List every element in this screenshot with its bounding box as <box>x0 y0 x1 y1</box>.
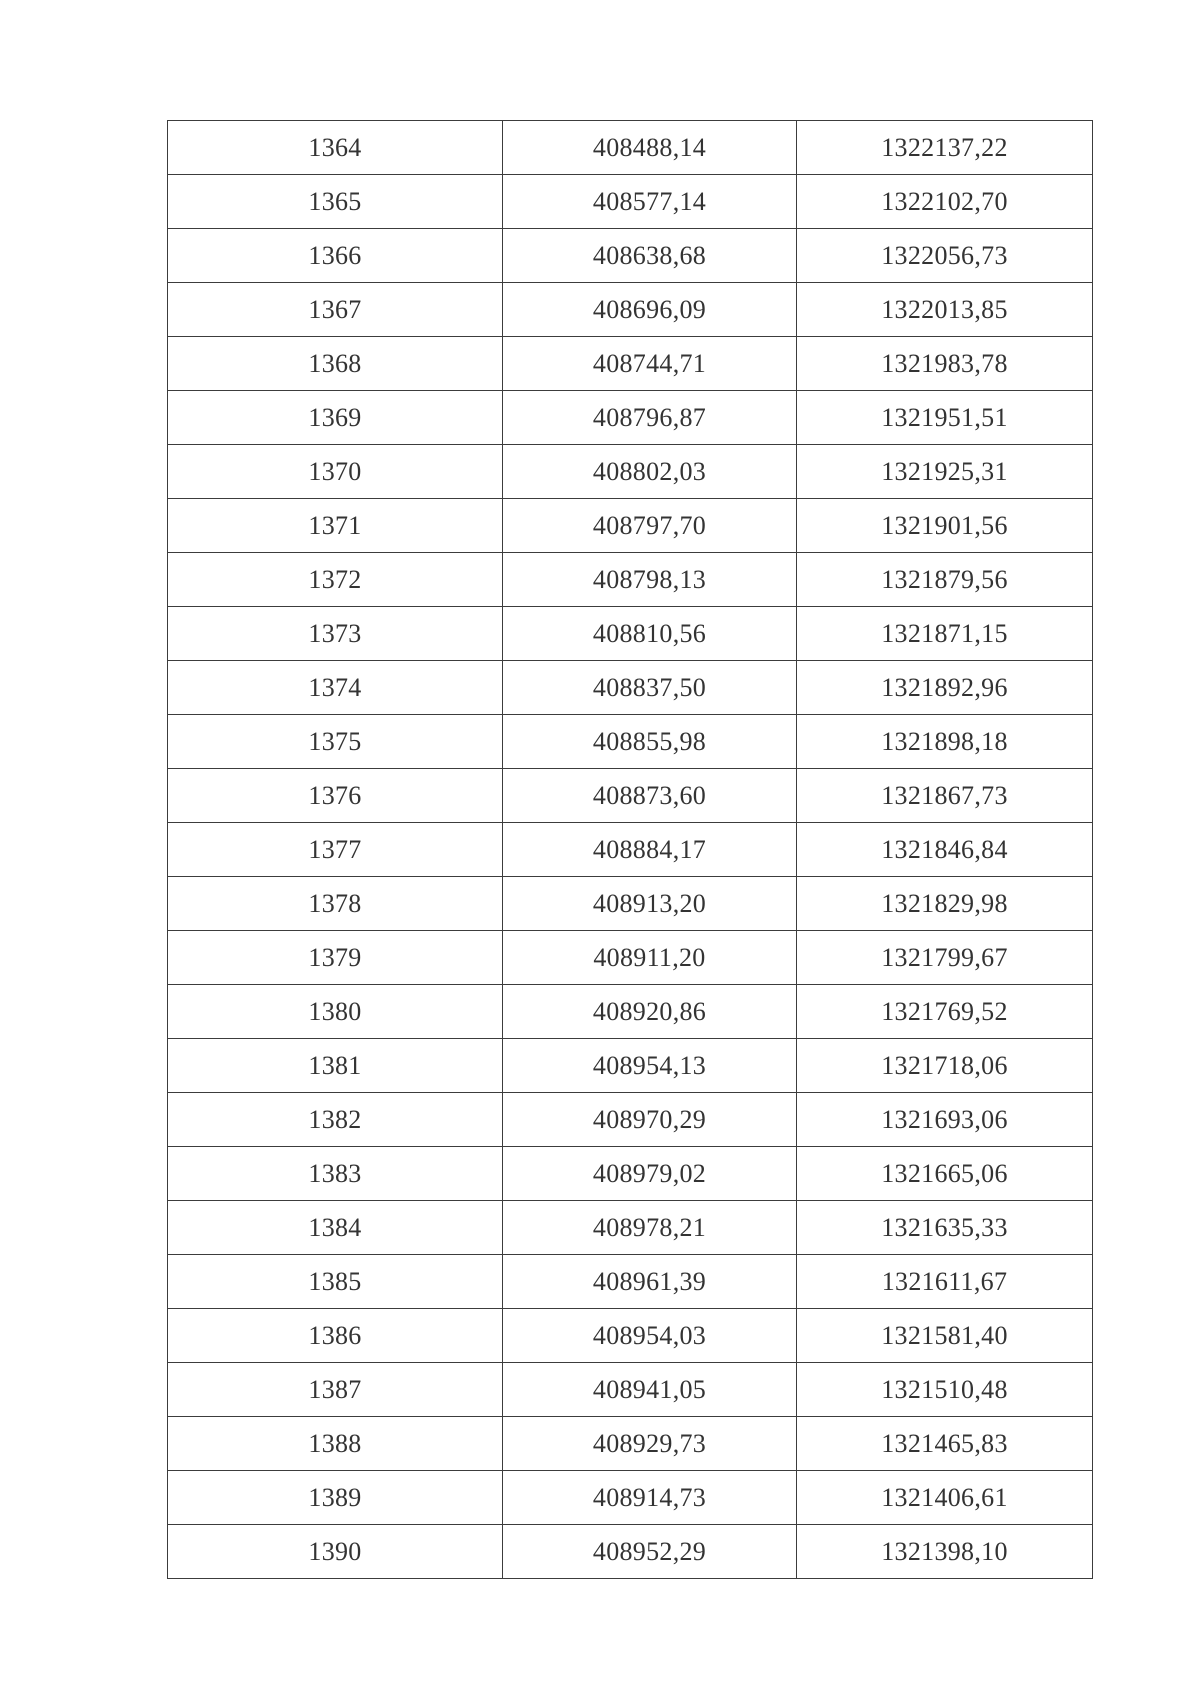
point-number-cell: 1365 <box>168 175 503 229</box>
point-number-cell: 1384 <box>168 1201 503 1255</box>
x-coordinate-cell: 408855,98 <box>503 715 797 769</box>
x-coordinate-cell: 408797,70 <box>503 499 797 553</box>
point-number-cell: 1390 <box>168 1525 503 1579</box>
point-number-cell: 1373 <box>168 607 503 661</box>
point-number-cell: 1371 <box>168 499 503 553</box>
x-coordinate-cell: 408911,20 <box>503 931 797 985</box>
table-row <box>168 1039 1093 1093</box>
point-number-cell: 1383 <box>168 1147 503 1201</box>
table-row <box>168 823 1093 877</box>
x-coordinate-cell: 408796,87 <box>503 391 797 445</box>
table-row <box>168 1417 1093 1471</box>
x-coordinate-cell: 408810,56 <box>503 607 797 661</box>
y-coordinate-cell: 1321892,96 <box>797 661 1093 715</box>
point-number-cell: 1378 <box>168 877 503 931</box>
y-coordinate-cell: 1321465,83 <box>797 1417 1093 1471</box>
point-number-cell: 1379 <box>168 931 503 985</box>
y-coordinate-cell: 1321867,73 <box>797 769 1093 823</box>
y-coordinate-cell: 1321665,06 <box>797 1147 1093 1201</box>
table-row <box>168 661 1093 715</box>
x-coordinate-cell: 408914,73 <box>503 1471 797 1525</box>
y-coordinate-cell: 1321718,06 <box>797 1039 1093 1093</box>
point-number-cell: 1368 <box>168 337 503 391</box>
table-row <box>168 1255 1093 1309</box>
x-coordinate-cell: 408488,14 <box>503 121 797 175</box>
point-number-cell: 1389 <box>168 1471 503 1525</box>
point-number-cell: 1369 <box>168 391 503 445</box>
x-coordinate-cell: 408970,29 <box>503 1093 797 1147</box>
y-coordinate-cell: 1322137,22 <box>797 121 1093 175</box>
x-coordinate-cell: 408802,03 <box>503 445 797 499</box>
y-coordinate-cell: 1321951,51 <box>797 391 1093 445</box>
y-coordinate-cell: 1321510,48 <box>797 1363 1093 1417</box>
table-row <box>168 1309 1093 1363</box>
y-coordinate-cell: 1321901,56 <box>797 499 1093 553</box>
table-row <box>168 607 1093 661</box>
table-row <box>168 1363 1093 1417</box>
y-coordinate-cell: 1321769,52 <box>797 985 1093 1039</box>
table-row <box>168 283 1093 337</box>
x-coordinate-cell: 408884,17 <box>503 823 797 877</box>
y-coordinate-cell: 1321635,33 <box>797 1201 1093 1255</box>
y-coordinate-cell: 1321398,10 <box>797 1525 1093 1579</box>
y-coordinate-cell: 1321983,78 <box>797 337 1093 391</box>
table-row <box>168 769 1093 823</box>
y-coordinate-cell: 1321829,98 <box>797 877 1093 931</box>
table-row <box>168 1093 1093 1147</box>
x-coordinate-cell: 408837,50 <box>503 661 797 715</box>
coordinates-table <box>167 120 1093 1579</box>
point-number-cell: 1386 <box>168 1309 503 1363</box>
x-coordinate-cell: 408954,03 <box>503 1309 797 1363</box>
point-number-cell: 1387 <box>168 1363 503 1417</box>
x-coordinate-cell: 408978,21 <box>503 1201 797 1255</box>
point-number-cell: 1377 <box>168 823 503 877</box>
table-row <box>168 931 1093 985</box>
x-coordinate-cell: 408798,13 <box>503 553 797 607</box>
table-row <box>168 337 1093 391</box>
x-coordinate-cell: 408979,02 <box>503 1147 797 1201</box>
y-coordinate-cell: 1321925,31 <box>797 445 1093 499</box>
table-row <box>168 1525 1093 1579</box>
y-coordinate-cell: 1321799,67 <box>797 931 1093 985</box>
y-coordinate-cell: 1322013,85 <box>797 283 1093 337</box>
x-coordinate-cell: 408941,05 <box>503 1363 797 1417</box>
table-row <box>168 229 1093 283</box>
y-coordinate-cell: 1321611,67 <box>797 1255 1093 1309</box>
table-row <box>168 715 1093 769</box>
y-coordinate-cell: 1322102,70 <box>797 175 1093 229</box>
point-number-cell: 1374 <box>168 661 503 715</box>
table-row <box>168 985 1093 1039</box>
table-row <box>168 553 1093 607</box>
table-row <box>168 1147 1093 1201</box>
point-number-cell: 1375 <box>168 715 503 769</box>
x-coordinate-cell: 408913,20 <box>503 877 797 931</box>
x-coordinate-cell: 408577,14 <box>503 175 797 229</box>
table-row <box>168 1201 1093 1255</box>
x-coordinate-cell: 408929,73 <box>503 1417 797 1471</box>
x-coordinate-cell: 408954,13 <box>503 1039 797 1093</box>
point-number-cell: 1381 <box>168 1039 503 1093</box>
table-row <box>168 1471 1093 1525</box>
point-number-cell: 1385 <box>168 1255 503 1309</box>
table-row <box>168 121 1093 175</box>
point-number-cell: 1372 <box>168 553 503 607</box>
point-number-cell: 1376 <box>168 769 503 823</box>
table-row <box>168 877 1093 931</box>
table-row <box>168 175 1093 229</box>
point-number-cell: 1367 <box>168 283 503 337</box>
point-number-cell: 1388 <box>168 1417 503 1471</box>
x-coordinate-cell: 408638,68 <box>503 229 797 283</box>
point-number-cell: 1366 <box>168 229 503 283</box>
y-coordinate-cell: 1321846,84 <box>797 823 1093 877</box>
coordinates-table-body <box>168 121 1093 1579</box>
y-coordinate-cell: 1322056,73 <box>797 229 1093 283</box>
table-row <box>168 445 1093 499</box>
y-coordinate-cell: 1321871,15 <box>797 607 1093 661</box>
x-coordinate-cell: 408696,09 <box>503 283 797 337</box>
x-coordinate-cell: 408873,60 <box>503 769 797 823</box>
y-coordinate-cell: 1321581,40 <box>797 1309 1093 1363</box>
point-number-cell: 1364 <box>168 121 503 175</box>
y-coordinate-cell: 1321879,56 <box>797 553 1093 607</box>
point-number-cell: 1380 <box>168 985 503 1039</box>
table-row <box>168 499 1093 553</box>
x-coordinate-cell: 408961,39 <box>503 1255 797 1309</box>
x-coordinate-cell: 408744,71 <box>503 337 797 391</box>
table-row <box>168 391 1093 445</box>
x-coordinate-cell: 408952,29 <box>503 1525 797 1579</box>
x-coordinate-cell: 408920,86 <box>503 985 797 1039</box>
point-number-cell: 1370 <box>168 445 503 499</box>
y-coordinate-cell: 1321406,61 <box>797 1471 1093 1525</box>
y-coordinate-cell: 1321898,18 <box>797 715 1093 769</box>
point-number-cell: 1382 <box>168 1093 503 1147</box>
y-coordinate-cell: 1321693,06 <box>797 1093 1093 1147</box>
